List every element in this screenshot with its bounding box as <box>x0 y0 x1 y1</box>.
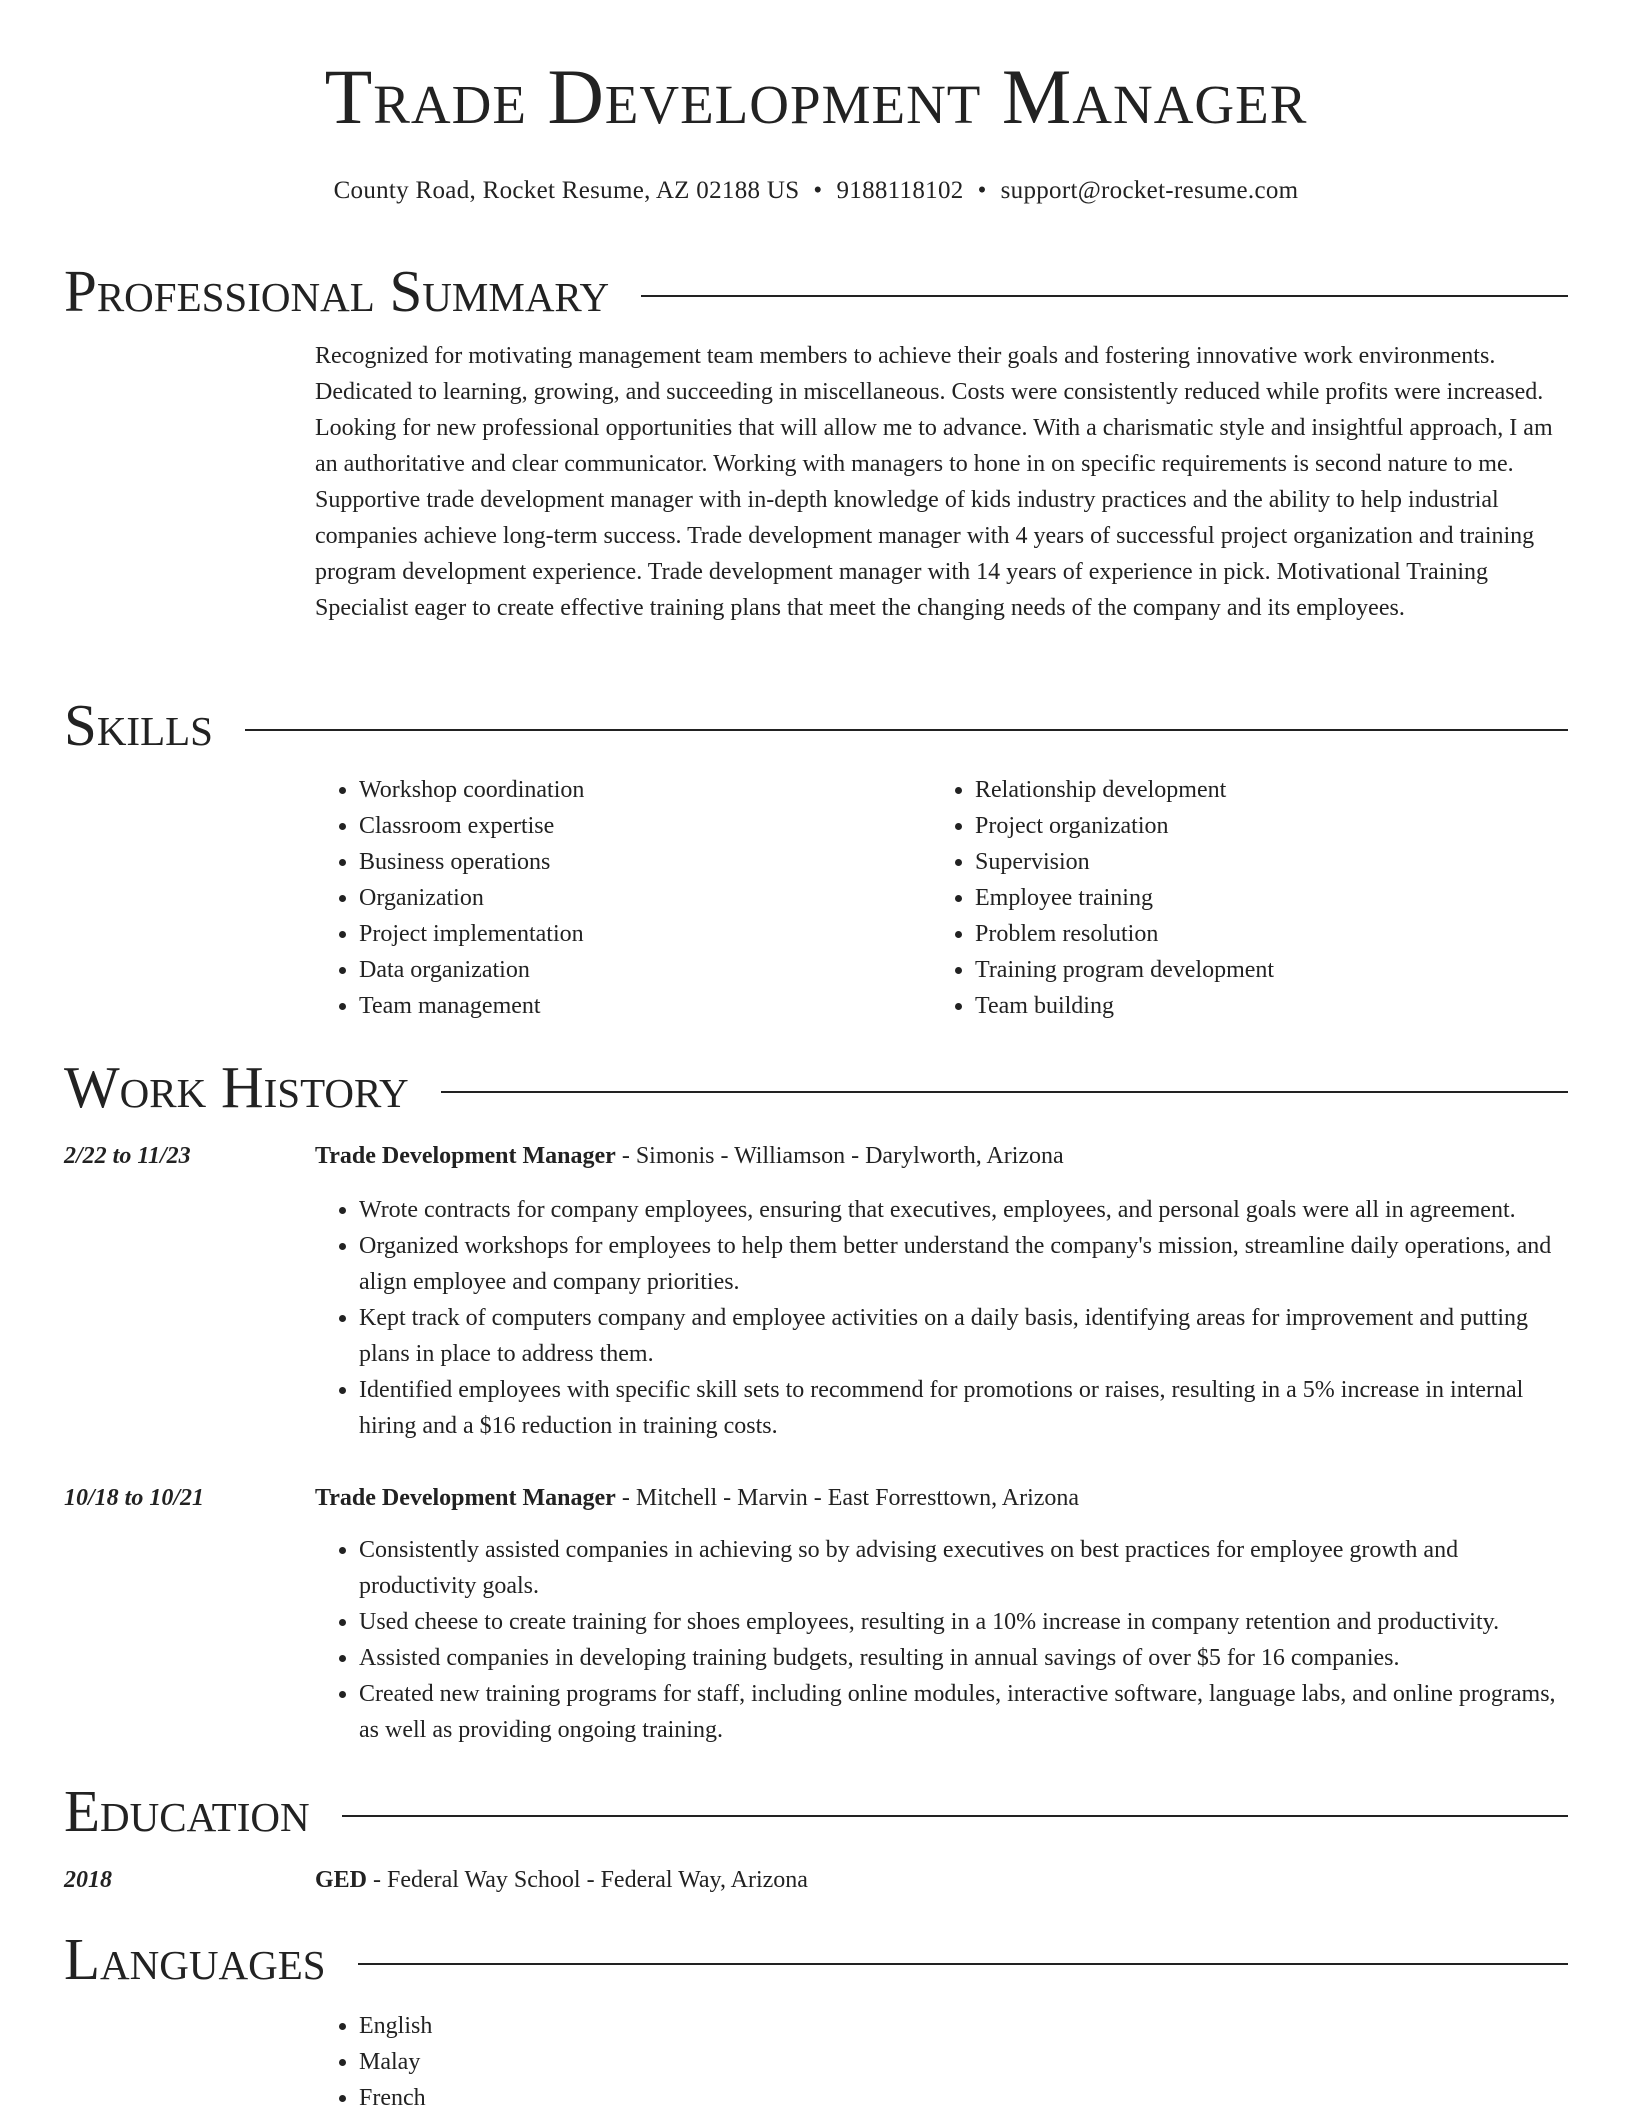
section-divider <box>641 295 1568 297</box>
skill-item: • Classroom expertise <box>359 808 915 844</box>
languages-list <box>315 2008 1577 2116</box>
job-bullets <box>315 1192 1577 1444</box>
contact-address: County Road, Rocket Resume, AZ 02188 US <box>333 177 800 204</box>
education-entry <box>315 1862 808 1898</box>
job-employer: - Mitchell - Marvin - East Forresttown, Arizona <box>615 1485 1080 1511</box>
job-bullet: • Created new training programs for staff, including online modules, interactive software, language labs, and online programs, as well as providing ongoing training. <box>359 1676 1577 1748</box>
job-heading <box>315 1480 1079 1516</box>
education-section-header <box>64 1778 1568 1844</box>
skill-item: • Data organization <box>359 952 915 988</box>
job-employer: - Simonis - Williamson - Darylworth, Arizona <box>615 1143 1064 1169</box>
job-bullet: • Assisted companies in developing training budgets, resulting in annual savings of over $5 for 16 companies. <box>359 1640 1577 1676</box>
section-title-education: Education <box>64 1778 310 1844</box>
skill-item: • Workshop coordination <box>359 772 915 808</box>
job-bullet: • Consistently assisted companies in achieving so by advising executives on best practices for employee growth and productivity goals. <box>359 1532 1577 1604</box>
skill-item: • Project organization <box>975 808 1571 844</box>
resume-name: Trade Development Manager <box>324 53 1308 140</box>
skill-item: • Supervision <box>975 844 1571 880</box>
section-title-languages: Languages <box>64 1926 326 1992</box>
education-school: - Federal Way School - Federal Way, Arizona <box>367 1867 808 1893</box>
skill-item: • Employee training <box>975 880 1571 916</box>
languages-section-header <box>64 1926 1568 1992</box>
job-bullet: • Kept track of computers company and employee activities on a daily basis, identifying areas for improvement and putting plans in place to address them. <box>359 1300 1577 1372</box>
contact-line <box>0 176 1632 206</box>
section-divider <box>358 1963 1568 1965</box>
section-divider <box>245 729 1568 731</box>
job-bullets <box>315 1532 1577 1748</box>
language-item: • English <box>359 2008 1577 2044</box>
section-title-summary: Professional Summary <box>64 258 610 324</box>
contact-separator: • <box>977 177 987 204</box>
summary-text: Recognized for motivating management team members to achieve their goals and fostering innovative work environments. Dedicated to learning, growing, and succeeding in miscellaneous. Costs were consistently reduced while profits were increased. Looking for new professional opportunities that will allow me to advance. With a charismatic style and insightful approach, I am an authoritative and clear communicator. Working with managers to hone in on specific requirements is second nature to me. Supportive trade development manager with in-depth knowledge of kids industry practices and the ability to help industrial companies achieve long-term success. Trade development manager with 4 years of successful project organization and training program development experience. Trade development manager with 14 years of experience in pick. Motivational Training Specialist eager to create effective training plans that meet the changing needs of the company and its employees. <box>315 343 1553 621</box>
skill-item: • Training program development <box>975 952 1571 988</box>
job-bullet: • Identified employees with specific skill sets to recommend for promotions or raises, resulting in a 5% increase in internal hiring and a $16 reduction in training costs. <box>359 1372 1577 1444</box>
education-degree: GED <box>315 1867 368 1893</box>
job-title: Trade Development Manager <box>315 1485 616 1511</box>
skills-column-right <box>931 772 1571 1024</box>
contact-separator: • <box>813 177 823 204</box>
language-item: • Malay <box>359 2044 1577 2080</box>
skill-item: • Team building <box>975 988 1571 1024</box>
section-title-work: Work History <box>64 1054 409 1120</box>
job-bullet: • Used cheese to create training for shoes employees, resulting in a 10% increase in company retention and productivity. <box>359 1604 1577 1640</box>
skills-column-left <box>315 772 915 1024</box>
skill-item: • Team management <box>359 988 915 1024</box>
contact-phone: 9188118102 <box>836 177 964 204</box>
skill-item: • Business operations <box>359 844 915 880</box>
work-section-header <box>64 1054 1568 1120</box>
education-year: 2018 <box>64 1867 112 1893</box>
skill-item: • Problem resolution <box>975 916 1571 952</box>
section-divider <box>441 1091 1568 1093</box>
job-title: Trade Development Manager <box>315 1143 616 1169</box>
section-title-skills: Skills <box>64 692 213 758</box>
skills-section-header <box>64 692 1568 758</box>
section-divider <box>342 1815 1568 1817</box>
language-item: • French <box>359 2080 1577 2116</box>
job-bullet: • Organized workshops for employees to help them better understand the company's mission, streamline daily operations, and align employee and company priorities. <box>359 1228 1577 1300</box>
job-heading <box>315 1138 1064 1174</box>
skill-item: • Project implementation <box>359 916 915 952</box>
job-dates: 10/18 to 10/21 <box>64 1485 205 1511</box>
skill-item: • Organization <box>359 880 915 916</box>
job-bullet: • Wrote contracts for company employees, ensuring that executives, employees, and personal goals were all in agreement. <box>359 1192 1577 1228</box>
job-dates: 2/22 to 11/23 <box>64 1143 191 1169</box>
contact-email: support@rocket-resume.com <box>1000 177 1299 204</box>
summary-section-header <box>64 258 1568 324</box>
skill-item: • Relationship development <box>975 772 1571 808</box>
